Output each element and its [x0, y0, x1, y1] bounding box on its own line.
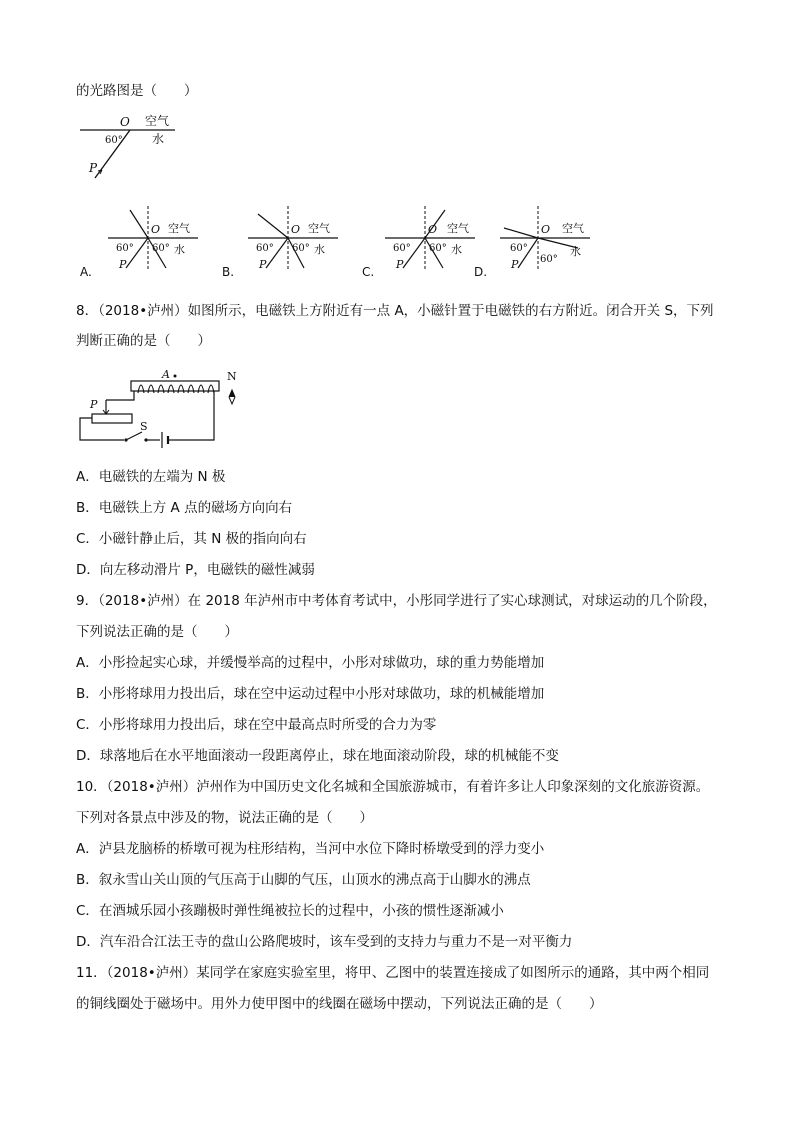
svg-text:空气: 空气	[562, 222, 584, 235]
q7-point-o: O	[120, 115, 130, 129]
svg-text:水: 水	[570, 245, 581, 258]
q8-option-a[interactable]: A．电磁铁的左端为 N 极	[76, 469, 226, 485]
q7-option-b-figure[interactable]	[248, 206, 343, 272]
q7-option-d[interactable]: D.	[474, 265, 488, 279]
svg-text:O: O	[151, 223, 161, 236]
svg-text:60°: 60°	[256, 243, 274, 254]
q8-slider-p: P	[90, 398, 98, 411]
q10-option-c[interactable]: C．在酒城乐园小孩蹦极时弹性绳被拉长的过程中，小孩的惯性逐渐减小	[76, 903, 504, 919]
q11-stem-line1: 11．（2018•泸州）某同学在家庭实验室里，将甲、乙图中的装置连接成了如图所示的通路，其中两个相同	[76, 965, 710, 981]
q8-circuit-figure	[76, 368, 246, 446]
q9-option-a[interactable]: A．小彤捡起实心球，并缓慢举高的过程中，小彤对球做功，球的重力势能增加	[76, 655, 545, 671]
svg-text:P: P	[259, 258, 267, 271]
q9-option-b[interactable]: B．小彤将球用力投出后，球在空中运动过程中小彤对球做功，球的机械能增加	[76, 686, 545, 702]
svg-text:O: O	[541, 223, 551, 236]
q7-option-b[interactable]: B.	[222, 265, 235, 279]
q10-option-a[interactable]: A．泸县龙脑桥的桥墩可视为柱形结构，当河中水位下降时桥墩受到的浮力变小	[76, 841, 545, 857]
q9-stem-line1: 9．（2018•泸州）在 2018 年泸州市中考体育考试中，小彤同学进行了实心球测试，对球运动的几个阶段，	[76, 593, 717, 609]
q7-stem-tail: 的光路图是（ ）	[76, 83, 198, 99]
q8-compass-n: N	[227, 370, 237, 383]
svg-text:水: 水	[174, 243, 185, 256]
svg-text:水: 水	[314, 243, 325, 256]
q7-option-d-figure[interactable]	[500, 206, 595, 272]
svg-text:P: P	[396, 258, 404, 271]
q7-option-c[interactable]: C.	[362, 265, 375, 279]
q7-option-a-figure[interactable]	[108, 206, 203, 272]
q8-stem-line1: 8．（2018•泸州）如图所示，电磁铁上方附近有一点 A，小磁针置于电磁铁的右方附近。闭合开关 S，下列	[76, 303, 714, 319]
svg-text:60°: 60°	[152, 243, 170, 254]
svg-text:水: 水	[451, 243, 462, 256]
q7-water-label: 水	[152, 132, 165, 146]
svg-text:空气: 空气	[308, 222, 330, 235]
q7-main-figure	[80, 112, 190, 184]
svg-text:60°: 60°	[540, 254, 558, 265]
q7-option-a[interactable]: A.	[80, 265, 92, 279]
svg-text:60°: 60°	[393, 243, 411, 254]
svg-text:空气: 空气	[447, 222, 469, 235]
q7-option-c-figure[interactable]	[385, 206, 480, 272]
q10-option-b[interactable]: B．叙永雪山关山顶的气压高于山脚的气压，山顶水的沸点高于山脚水的沸点	[76, 872, 531, 888]
q8-option-c[interactable]: C．小磁针静止后，其 N 极的指向向右	[76, 531, 307, 547]
q8-point-a: A	[162, 368, 170, 381]
q8-stem-line2: 判断正确的是（ ）	[76, 333, 211, 349]
q10-stem-line1: 10．（2018•泸州）泸州作为中国历史文化名城和全国旅游城市，有着许多让人印象深刻的文化旅游资源。	[76, 779, 710, 795]
q10-option-d[interactable]: D．汽车沿合江法王寺的盘山公路爬坡时，该车受到的支持力与重力不是一对平衡力	[76, 934, 573, 950]
q9-option-d[interactable]: D．球落地后在水平地面滚动一段距离停止，球在地面滚动阶段，球的机械能不变	[76, 748, 559, 764]
svg-text:60°: 60°	[292, 243, 310, 254]
svg-text:P: P	[119, 258, 127, 271]
q7-angle-label: 60°	[105, 135, 123, 146]
svg-text:O: O	[428, 223, 438, 236]
svg-text:O: O	[291, 223, 301, 236]
q10-stem-line2: 下列对各景点中涉及的物，说法正确的是（ ）	[76, 810, 373, 826]
q8-option-d[interactable]: D．向左移动滑片 P，电磁铁的磁性减弱	[76, 562, 315, 578]
q8-switch-s: S	[140, 420, 148, 433]
q11-stem-line2: 的铜线圈处于磁场中。用外力使甲图中的线圈在磁场中摆动，下列说法正确的是（ ）	[76, 996, 603, 1012]
q7-point-p: P	[89, 161, 98, 175]
svg-text:P: P	[511, 258, 519, 271]
svg-text:空气: 空气	[168, 222, 190, 235]
q7-air-label: 空气	[145, 114, 170, 128]
svg-text:60°: 60°	[116, 243, 134, 254]
q8-option-b[interactable]: B．电磁铁上方 A 点的磁场方向向右	[76, 500, 293, 516]
q9-stem-line2: 下列说法正确的是（ ）	[76, 624, 238, 640]
svg-text:60°: 60°	[429, 243, 447, 254]
q9-option-c[interactable]: C．小彤将球用力投出后，球在空中最高点时所受的合力为零	[76, 717, 437, 733]
svg-text:60°: 60°	[510, 243, 528, 254]
